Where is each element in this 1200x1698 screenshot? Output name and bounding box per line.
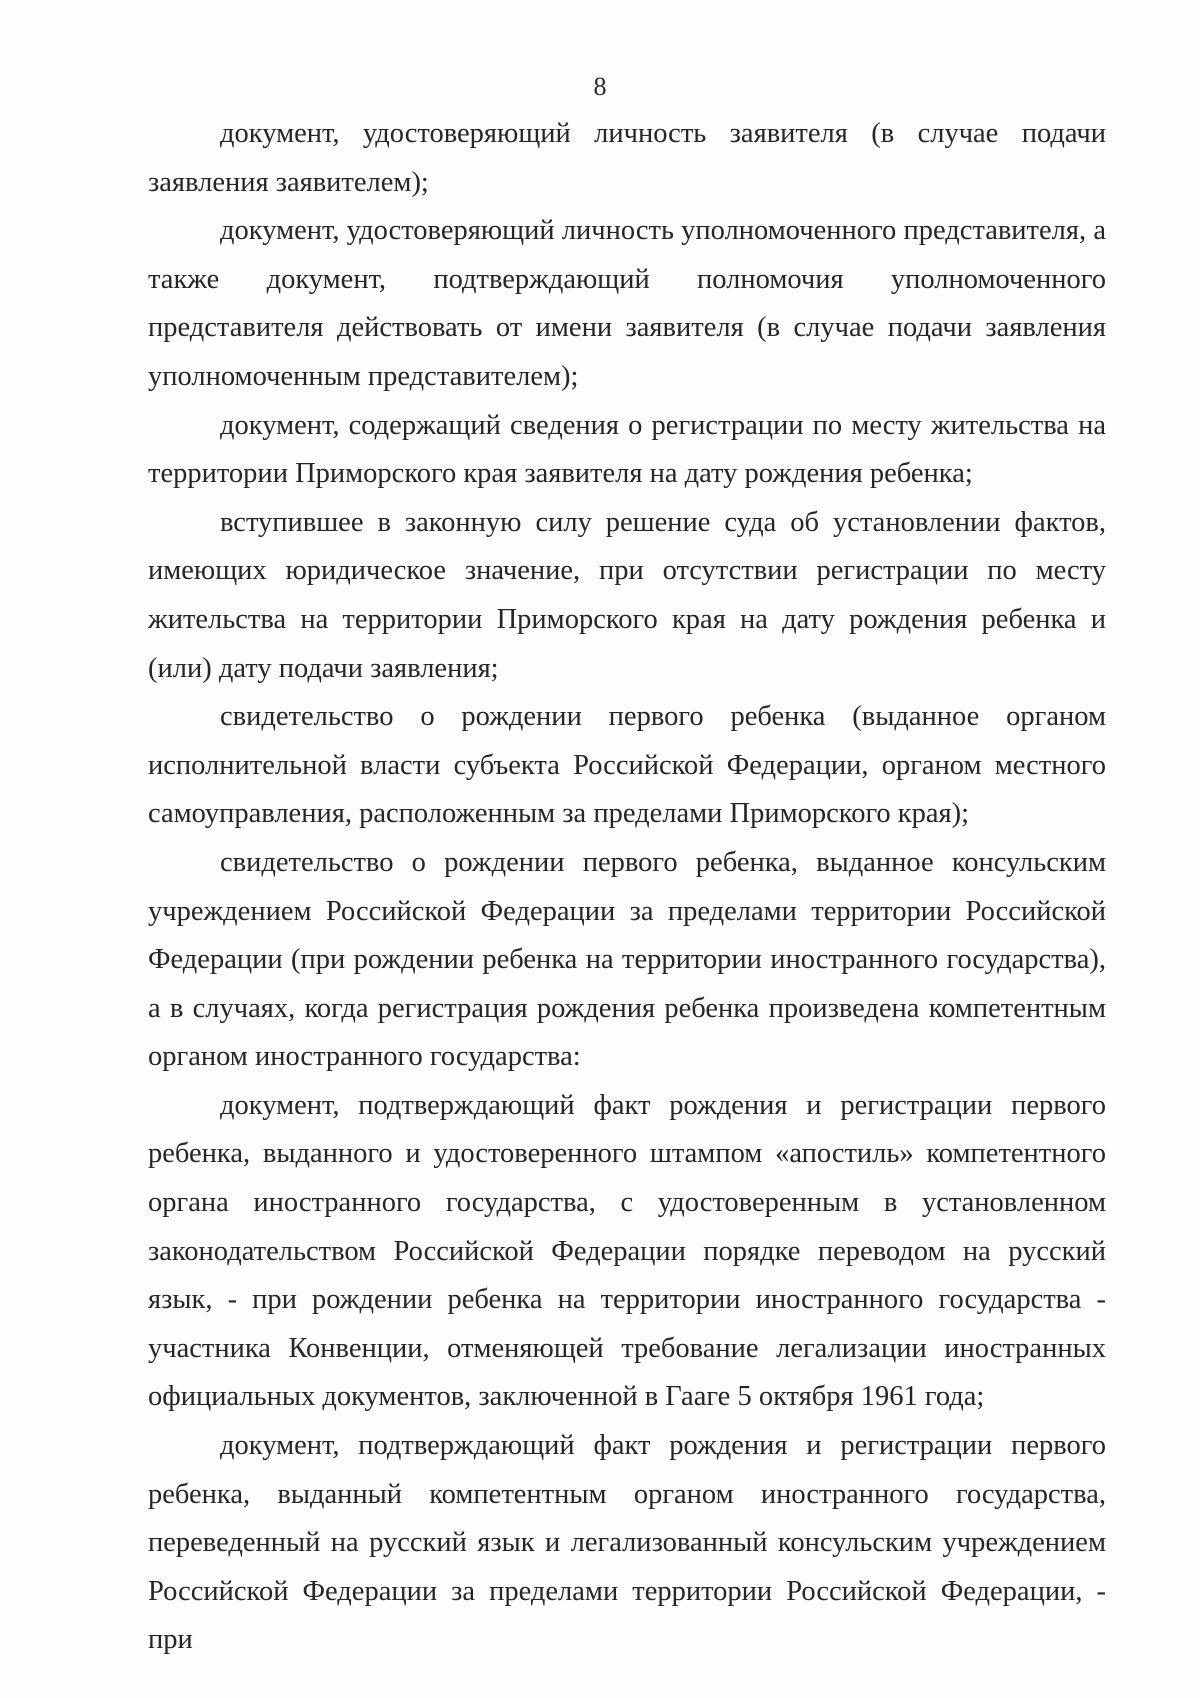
paragraph-legalized-document: документ, подтверждающий факт рождения и регистрации первого ребенка, выданный компетентным органом иностранного государства, переведенный на русский язык и легализованный консульским учреждением Российской Федерации за пределами территории Российской Федерации, - при	[148, 1430, 1106, 1656]
paragraph-consular-certificate: свидетельство о рождении первого ребенка, выданное консульским учреждением Российской Федерации за пределами территории Российской Федерации (при рождении ребенка на территории иностранного государства), а в случаях, когда регистрация рождения ребенка произведена компетентным органом иностранного государства:	[148, 846, 1106, 1073]
paragraph-court-decision: вступившее в законную силу решение суда об установлении фактов, имеющих юридическое значение, при отсутствии регистрации по месту жительства на территории Приморского края на дату рождения ребенка и (или) дату подачи заявления;	[148, 506, 1106, 684]
paragraph-birth-certificate: свидетельство о рождении первого ребенка (выданное органом исполнительной власти субъекта Российской Федерации, органом местного самоуправления, расположенным за пределами Приморского края);	[148, 701, 1106, 830]
paragraph-identity-representative: документ, удостоверяющий личность уполномоченного представителя, а также документ, подтверждающий полномочия уполномоченного представителя действовать от имени заявителя (в случае подачи заявления уполномоченным представителем);	[148, 215, 1106, 392]
paragraph-apostille-document: документ, подтверждающий факт рождения и регистрации первого ребенка, выданного и удостоверенного штампом «апостиль» компетентного органа иностранного государства, с удостоверенным в установленном законодательством Российской Федерации порядке переводом на русский язык, - при рождении ребенка на территории иностранного государства - участника Конвенции, отменяющей требование легализации иностранных официальных документов, заключенной в Гааге 5 октября 1961 года;	[148, 1089, 1106, 1413]
paragraph-identity-applicant: документ, удостоверяющий личность заявителя (в случае подачи заявления заявителем);	[148, 118, 1106, 198]
page-number: 8	[593, 72, 607, 101]
document-body	[148, 110, 1106, 1665]
paragraph-registration-info: документ, содержащий сведения о регистрации по месту жительства на территории Приморского края заявителя на дату рождения ребенка;	[148, 409, 1106, 490]
